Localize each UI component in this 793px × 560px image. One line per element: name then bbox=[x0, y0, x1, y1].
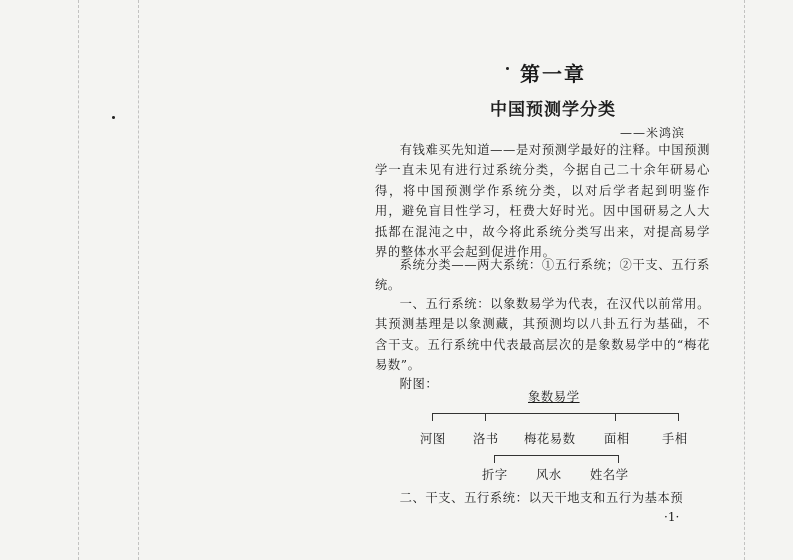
scan-speck bbox=[112, 116, 115, 119]
tree-node-luoshu: 洛书 bbox=[473, 432, 499, 446]
chapter-heading: 第一章 bbox=[520, 62, 586, 86]
tree-connector bbox=[432, 413, 678, 414]
tree-connector bbox=[615, 413, 616, 421]
mid-gutter-line bbox=[138, 0, 139, 560]
ganzhi-system-paragraph: 二、干支、五行系统：以天干地支和五行为基本预 bbox=[399, 491, 684, 505]
figure-caption: 附图： bbox=[399, 377, 439, 391]
tree-connector bbox=[618, 455, 619, 463]
tree-connector bbox=[432, 413, 433, 421]
page-title: 中国预测学分类 bbox=[490, 100, 616, 120]
tree-connector bbox=[494, 455, 618, 456]
tree-node-meihua: 梅花易数 bbox=[524, 432, 576, 446]
tree-connector bbox=[678, 413, 679, 421]
page-number: ·1· bbox=[664, 510, 680, 524]
intro-paragraph: 有钱难买先知道——是对预测学最好的注释。中国预测学一直未见有进行过系统分类，今据自己二十余年研易心得，将中国预测学作系统分类，以对后学者起到明鉴作用，避免盲目性学习，枉费大好时光。因中国研易之人大抵都在混沌之中，故今将此系统分类写出来，对提高易学界的整体水平会起到促进作用。 bbox=[375, 143, 710, 260]
classification-tree-diagram bbox=[410, 385, 710, 485]
classification-paragraph: 系统分类——两大系统：①五行系统；②干支、五行系统。 bbox=[375, 258, 710, 293]
right-gutter-line bbox=[744, 0, 745, 560]
tree-node-fengshui: 风水 bbox=[536, 468, 562, 482]
left-gutter-line bbox=[78, 0, 79, 560]
tree-connector bbox=[494, 455, 495, 463]
tree-root-node: 象数易学 bbox=[528, 390, 580, 404]
wuxing-system-paragraph: 一、五行系统：以象数易学为代表，在汉代以前常用。其预测基理是以象测藏，其预测均以八卦五行为基础，不含干支。五行系统中代表最高层次的是象数易学中的“梅花易数”。 bbox=[375, 297, 710, 373]
tree-node-xingming: 姓名学 bbox=[590, 468, 629, 482]
author-byline: ——米鸿滨 bbox=[620, 126, 686, 140]
tree-node-shouxiang: 手相 bbox=[662, 432, 688, 446]
tree-node-zheizi: 折字 bbox=[482, 468, 508, 482]
tree-node-hetu: 河图 bbox=[420, 432, 446, 446]
tree-node-mianxiang: 面相 bbox=[604, 432, 630, 446]
scan-speck bbox=[506, 67, 509, 70]
tree-connector bbox=[485, 413, 486, 421]
